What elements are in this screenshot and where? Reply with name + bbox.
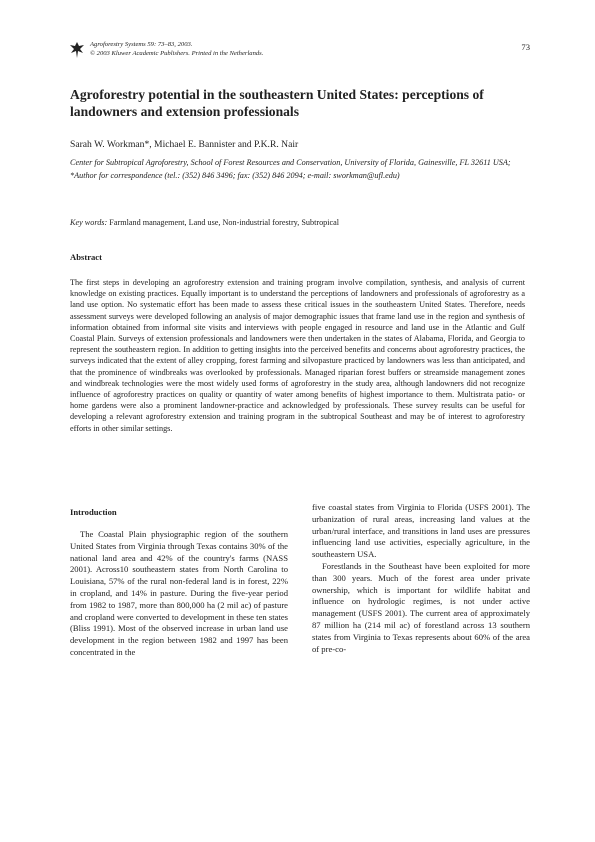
paper-title: Agroforestry potential in the southeastern United States: perceptions of landowners and extension professionals <box>70 87 484 119</box>
body-column-right <box>312 502 530 655</box>
introduction-heading: Introduction <box>70 507 117 517</box>
keywords-text: Farmland management, Land use, Non-industrial forestry, Subtropical <box>109 218 340 227</box>
journal-line: Agroforestry Systems 59: 73–83, 2003. <box>90 41 193 48</box>
author-affiliation: Center for Subtropical Agroforestry, School of Forest Resources and Conservation, University of Florida, Gainesville, FL 32611 USA; *Author for correspondence (tel.: (352) 846 3496; fax: (352) 846 2094; e-mail: sworkman@ufl.edu) <box>70 158 511 180</box>
keywords <box>70 218 530 227</box>
abstract-text: The first steps in developing an agroforestry extension and training program involve compilation, synthesis, and analysis of current knowledge on existing practices. Equally important is to understand the perceptions of landowners and professionals of agroforestry as a land use option. No systematic effort has been made to assess these critical issues in the southeastern United States. Therefore, needs assessment surveys were developed following an analysis of major demographic issues that frame land use in the region and synthesis of information obtained from informal site visits and interviews with people engaged in resource and land use in the Atlantic and Gulf Coastal Plain. Surveys of extension professionals and landowners were then undertaken in the states of Alabama, Florida, and Georgia to represent the southeastern region. In addition to getting insights into the perceived benefits and concerns about agroforestry practices, the surveys indicated that the extent of alley cropping, forest farming and silvopasture practiced by landowners was less than anticipated, and that the prominence of windbreaks was overlooked by professionals. Managed riparian forest buffers or streamside management zones and windbreak technologies were the most widely used forms of agroforestry in the study area, although landowners did not recognize influence of agroforestry practices on quality or quantity of water among benefits of highest importance to them. Multistrata patio- or home gardens were also a prominent landowner-practice and acknowledged by professionals. These survey results can be useful for developing a relevant agroforestry extension and training program in the subtropical Southeast and may be of interest to agroforestry efforts in other similar settings. <box>70 278 525 433</box>
keywords-label: Key words: <box>70 218 108 227</box>
body-paragraph: Forestlands in the Southeast have been exploited for more than 300 years. Much of the forest area under private ownership, which is important for wildlife habitat and influence on hydrologic regimes, is not under active management (USFS 2001). The current area of approximately 87 million ha (214 mil ac) of forestland across 13 southern states from Virginia to Texas represents about 60% of the area of pre-co- <box>312 560 530 654</box>
copyright-line: © 2003 Kluwer Academic Publishers. Printed in the Netherlands. <box>90 50 264 57</box>
body-paragraph: five coastal states from Virginia to Florida (USFS 2001). The urbanization of rural areas, increasing land values at the urban/rural interface, and transitions in land uses are pressures influencing land use activities, especially agriculture, in the southeastern USA. <box>312 502 530 560</box>
body-paragraph: The Coastal Plain physiographic region of the southern United States from Virginia through Texas contains 30% of the national land area and 42% of the country's farms (NASS 2001). Across10 southeastern states from North Carolina to Louisiana, 57% of the rural non-federal land is in forest, 22% in cropland, and 14% in pasture. During the five-year period from 1982 to 1987, more than 800,000 ha (2 mil ac) of pasture and cropland were converted to development in these ten states (Bliss 1991). Most of the observed increase in urban land use development in the region between 1982 and 1997 has been concentrated in the <box>70 529 288 657</box>
abstract-heading: Abstract <box>70 252 102 262</box>
publisher-logo-icon <box>70 42 84 58</box>
author-list: Sarah W. Workman*, Michael E. Bannister and P.K.R. Nair <box>70 139 299 150</box>
body-column-left <box>70 529 288 659</box>
journal-citation <box>90 40 263 58</box>
page-number: 73 <box>521 42 530 52</box>
running-header <box>70 40 530 66</box>
